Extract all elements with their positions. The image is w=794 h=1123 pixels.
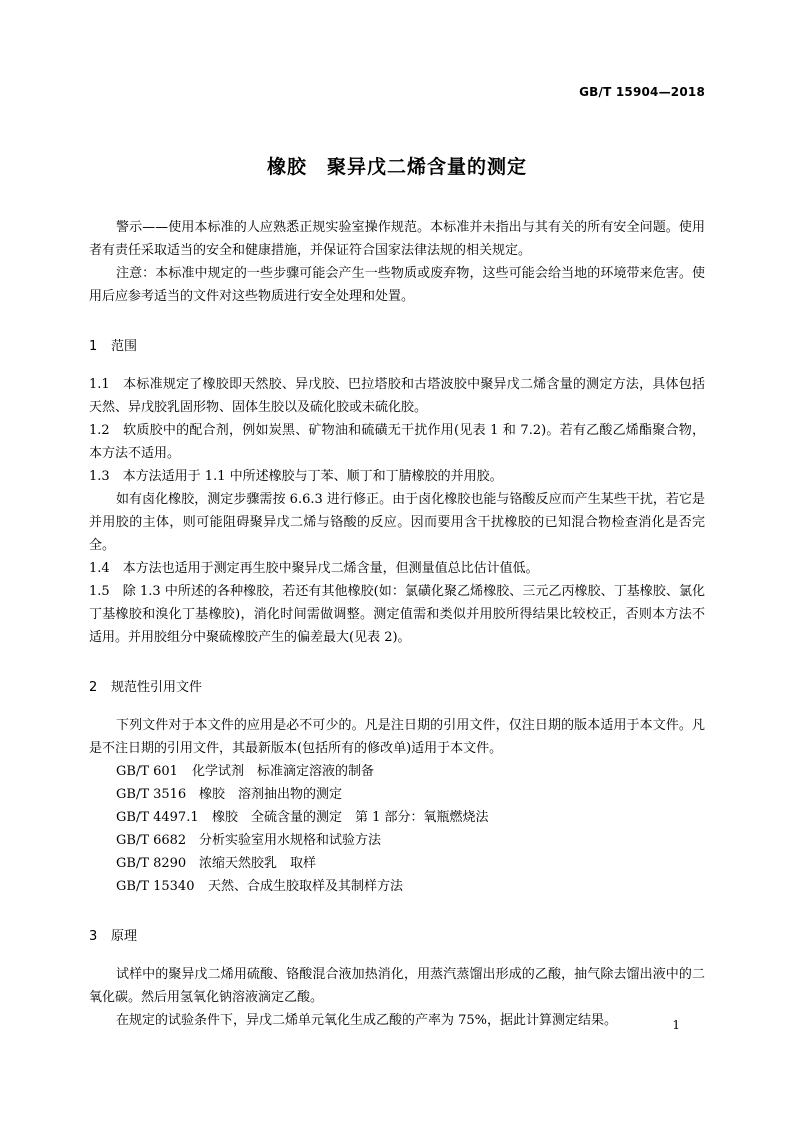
reference-name: 天然、合成生胶取样及其制样方法	[208, 879, 404, 894]
references-intro: 下列文件对于本文件的应用是必不可少的。凡是注日期的引用文件，仅注日期的版本适用于本文件。凡是不注日期的引用文件，其最新版本(包括所有的修改单)适用于本文件。	[89, 718, 705, 756]
reference-code: GB/T 15340	[116, 879, 195, 894]
clause-1-4: 1.4 本方法也适用于测定再生胶中聚异戊二烯含量，但测量值总比估计值低。	[89, 561, 539, 576]
reference-name: 橡胶 溶剂抽出物的测定	[199, 787, 343, 802]
principle-yield-paragraph: 在规定的试验条件下，异戊二烯单元氧化生成乙酸的产率为 75%，据此计算测定结果。	[116, 1013, 618, 1028]
reference-item	[89, 806, 705, 829]
reference-item	[89, 760, 705, 783]
reference-item	[89, 875, 705, 898]
section-number: 1	[89, 339, 98, 354]
warning-paragraph: 警示——使用本标准的人应熟悉正规实验室操作规范。本标准并未指出与其有关的所有安全问题。使用者有责任采取适当的安全和健康措施，并保证符合国家法律法规的相关规定。	[89, 220, 705, 258]
reference-name: 橡胶 全硫含量的测定 第 1 部分：氧瓶燃烧法	[212, 810, 489, 825]
principle-paragraph: 试样中的聚异戊二烯用硫酸、铬酸混合液加热消化，用蒸汽蒸馏出形成的乙酸，抽气除去馏出液中的二氧化碳。然后用氢氧化钠溶液滴定乙酸。	[89, 967, 705, 1005]
section-number: 3	[89, 929, 98, 944]
document-body	[89, 216, 705, 1032]
warning-block	[89, 216, 705, 308]
document-title: 橡胶 聚异戊二烯含量的测定	[266, 156, 527, 178]
clause-1-5: 1.5 除 1.3 中所述的各种橡胶，若还有其他橡胶(如：氯磺化聚乙烯橡胶、三元乙丙橡胶、丁基橡胶、氯化丁基橡胶和溴化丁基橡胶)，消化时间需做调整。测定值需和类似并用胶所得结果比较校正，否则本方法不适用。并用胶组分中聚硫橡胶产生的偏差最大(见表 2)。	[89, 584, 705, 645]
reference-code: GB/T 4497.1	[116, 810, 199, 825]
clause-1-2: 1.2 软质胶中的配合剂，例如炭黑、矿物油和硫磺无干扰作用(见表 1 和 7.2)。若有乙酸乙烯酯聚合物，本方法不适用。	[89, 423, 705, 461]
page-number: 1	[672, 1018, 680, 1032]
reference-item	[89, 783, 705, 806]
clause-1-3: 1.3 本方法适用于 1.1 中所述橡胶与丁苯、顺丁和丁腈橡胶的并用胶。	[89, 469, 503, 484]
reference-name: 化学试剂 标准滴定溶液的制备	[192, 764, 375, 779]
standard-code: GB/T 15904—2018	[579, 85, 705, 99]
section-heading-normative-references	[89, 676, 705, 699]
section-title: 规范性引用文件	[111, 680, 203, 695]
clause-1-3-note: 如有卤化橡胶，测定步骤需按 6.6.3 进行修正。由于卤化橡胶也能与铬酸反应而产生某些干扰，若它是并用胶的主体，则可能阻碍聚异戊二烯与铬酸的反应。因而要用含干扰橡胶的已知混合物检查消化是否完全。	[89, 492, 705, 553]
scope-clauses	[89, 373, 705, 649]
reference-code: GB/T 601	[116, 764, 178, 779]
reference-code: GB/T 8290	[116, 856, 187, 871]
section-title: 范围	[111, 339, 138, 354]
reference-name: 浓缩天然胶乳 取样	[199, 856, 317, 871]
clause-1-1: 1.1 本标准规定了橡胶即天然胶、异戊胶、巴拉塔胶和古塔波胶中聚异戊二烯含量的测定方法，具体包括天然、异戊胶乳固形物、固体生胶以及硫化胶或未硫化胶。	[89, 377, 705, 415]
reference-item	[89, 852, 705, 875]
section-heading-principle	[89, 925, 705, 948]
reference-name: 分析实验室用水规格和试验方法	[199, 833, 382, 848]
reference-code: GB/T 3516	[116, 787, 187, 802]
section-heading-scope	[89, 335, 705, 358]
reference-code: GB/T 6682	[116, 833, 187, 848]
reference-list	[89, 760, 705, 898]
notice-paragraph: 注意：本标准中规定的一些步骤可能会产生一些物质或废弃物，这些可能会给当地的环境带来危害。使用后应参考适当的文件对这些物质进行安全处理和处置。	[89, 266, 705, 304]
reference-item	[89, 829, 705, 852]
section-title: 原理	[111, 929, 138, 944]
section-number: 2	[89, 680, 98, 695]
